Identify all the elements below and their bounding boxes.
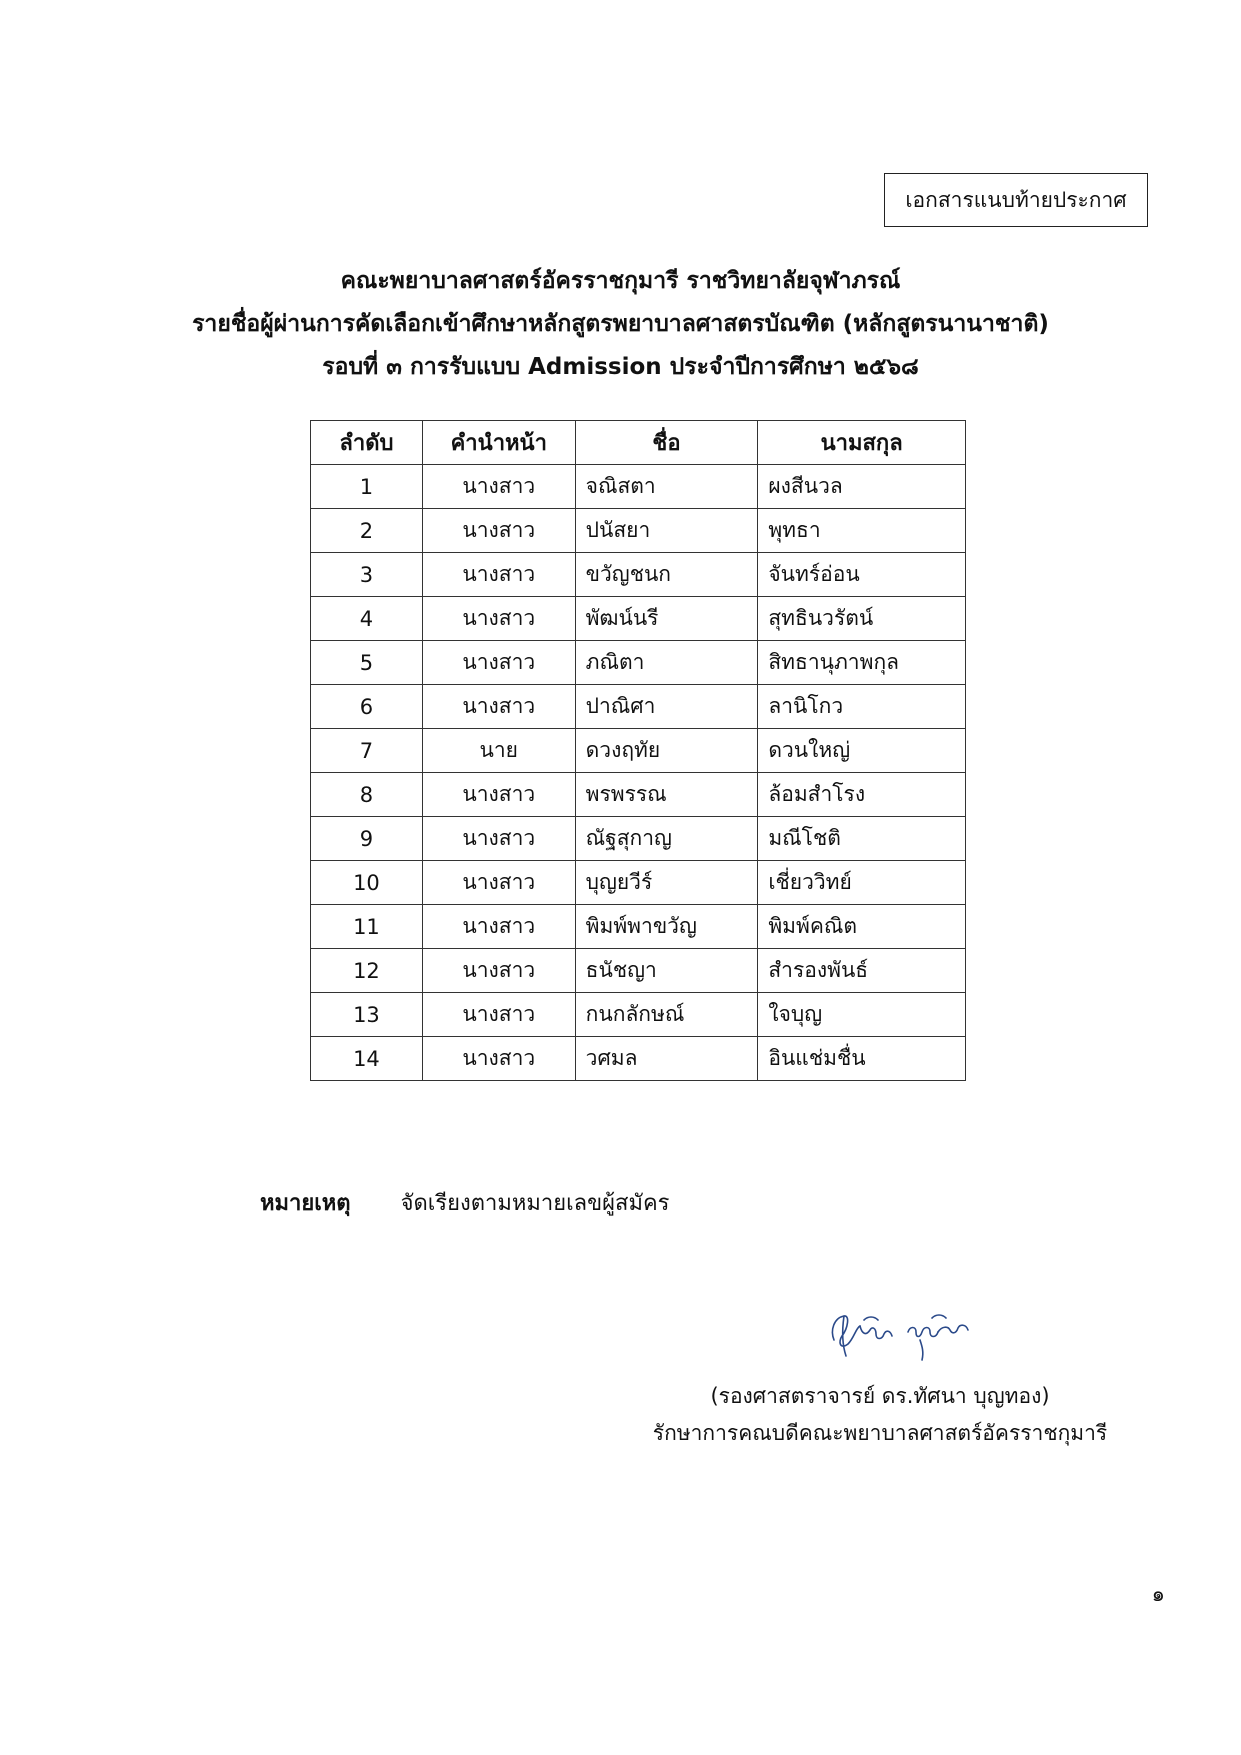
table-row (311, 905, 966, 949)
cell-prefix: นาย (422, 729, 575, 773)
cell-prefix: นางสาว (422, 773, 575, 817)
page-number: ๑ (1151, 1582, 1165, 1606)
table-row (311, 553, 966, 597)
table-header-row (311, 421, 966, 465)
table-row (311, 817, 966, 861)
cell-prefix: นางสาว (422, 597, 575, 641)
cell-last-name: จันทร์อ่อน (758, 553, 966, 597)
cell-first-name: จณิสตา (575, 465, 758, 509)
table-row (311, 641, 966, 685)
cell-prefix: นางสาว (422, 465, 575, 509)
cell-first-name: พิมพ์พาขวัญ (575, 905, 758, 949)
header-last-name: นามสกุล (758, 421, 966, 465)
cell-order: 13 (311, 993, 423, 1037)
cell-last-name: สำรองพันธ์ (758, 949, 966, 993)
table-row (311, 949, 966, 993)
cell-order: 4 (311, 597, 423, 641)
table-row (311, 1037, 966, 1081)
header-prefix: คำนำหน้า (422, 421, 575, 465)
cell-first-name: พรพรรณ (575, 773, 758, 817)
cell-last-name: พิมพ์คณิต (758, 905, 966, 949)
cell-prefix: นางสาว (422, 509, 575, 553)
signatory-title: รักษาการคณบดีคณะพยาบาลศาสตร์อัครราชกุมารี (652, 1421, 1108, 1445)
cell-order: 12 (311, 949, 423, 993)
cell-prefix: นางสาว (422, 641, 575, 685)
cell-order: 9 (311, 817, 423, 861)
admission-list-table (310, 420, 966, 1081)
cell-order: 14 (311, 1037, 423, 1081)
cell-order: 6 (311, 685, 423, 729)
attachment-label-box (884, 173, 1148, 227)
list-title: รายชื่อผู้ผ่านการคัดเลือกเข้าศึกษาหลักสูตรพยาบาลศาสตรบัณฑิต (หลักสูตรนานาชาติ) (192, 311, 1049, 337)
remark-label: หมายเหตุ (260, 1191, 351, 1216)
cell-order: 10 (311, 861, 423, 905)
table-row (311, 685, 966, 729)
table-row (311, 861, 966, 905)
cell-last-name: ใจบุญ (758, 993, 966, 1037)
cell-first-name: ปาณิศา (575, 685, 758, 729)
table-row (311, 509, 966, 553)
signatory-name: (รองศาสตราจารย์ ดร.ทัศนา บุญทอง) (710, 1384, 1050, 1408)
table-row (311, 597, 966, 641)
cell-prefix: นางสาว (422, 905, 575, 949)
cell-last-name: ลานิโกว (758, 685, 966, 729)
cell-last-name: มณีโชติ (758, 817, 966, 861)
cell-first-name: ภณิตา (575, 641, 758, 685)
cell-last-name: ล้อมสำโรง (758, 773, 966, 817)
cell-prefix: นางสาว (422, 993, 575, 1037)
cell-prefix: นางสาว (422, 1037, 575, 1081)
cell-first-name: พัฒน์นรี (575, 597, 758, 641)
cell-order: 3 (311, 553, 423, 597)
header-first-name: ชื่อ (575, 421, 758, 465)
cell-first-name: ณัฐสุกาญ (575, 817, 758, 861)
cell-order: 8 (311, 773, 423, 817)
cell-prefix: นางสาว (422, 861, 575, 905)
cell-order: 1 (311, 465, 423, 509)
table-body (311, 465, 966, 1081)
cell-last-name: พุทธา (758, 509, 966, 553)
cell-first-name: วศมล (575, 1037, 758, 1081)
remark (260, 1185, 670, 1220)
cell-first-name: ปนัสยา (575, 509, 758, 553)
cell-first-name: ขวัญชนก (575, 553, 758, 597)
attachment-label: เอกสารแนบท้ายประกาศ (905, 187, 1127, 212)
table-row (311, 465, 966, 509)
cell-last-name: ดวนใหญ่ (758, 729, 966, 773)
round-title: รอบที่ ๓ การรับแบบ Admission ประจำปีการศึกษา ๒๕๖๘ (322, 354, 919, 380)
table-row (311, 729, 966, 773)
header-order: ลำดับ (311, 421, 423, 465)
remark-text: จัดเรียงตามหมายเลขผู้สมัคร (400, 1191, 670, 1216)
cell-prefix: นางสาว (422, 685, 575, 729)
cell-prefix: นางสาว (422, 817, 575, 861)
cell-order: 5 (311, 641, 423, 685)
cell-last-name: สิทธานุภาพกุล (758, 641, 966, 685)
table-row (311, 773, 966, 817)
cell-order: 11 (311, 905, 423, 949)
cell-last-name: อินแช่มชื่น (758, 1037, 966, 1081)
cell-first-name: บุญยวีร์ (575, 861, 758, 905)
cell-first-name: ดวงฤทัย (575, 729, 758, 773)
cell-order: 7 (311, 729, 423, 773)
cell-last-name: สุทธินวรัตน์ (758, 597, 966, 641)
handwritten-signature (820, 1300, 980, 1370)
faculty-title: คณะพยาบาลศาสตร์อัครราชกุมารี ราชวิทยาลัยจุฬาภรณ์ (340, 268, 901, 294)
cell-prefix: นางสาว (422, 949, 575, 993)
cell-last-name: ผงสีนวล (758, 465, 966, 509)
cell-first-name: ธนัชญา (575, 949, 758, 993)
cell-first-name: กนกลักษณ์ (575, 993, 758, 1037)
cell-last-name: เชี่ยววิทย์ (758, 861, 966, 905)
table-row (311, 993, 966, 1037)
cell-prefix: นางสาว (422, 553, 575, 597)
cell-order: 2 (311, 509, 423, 553)
